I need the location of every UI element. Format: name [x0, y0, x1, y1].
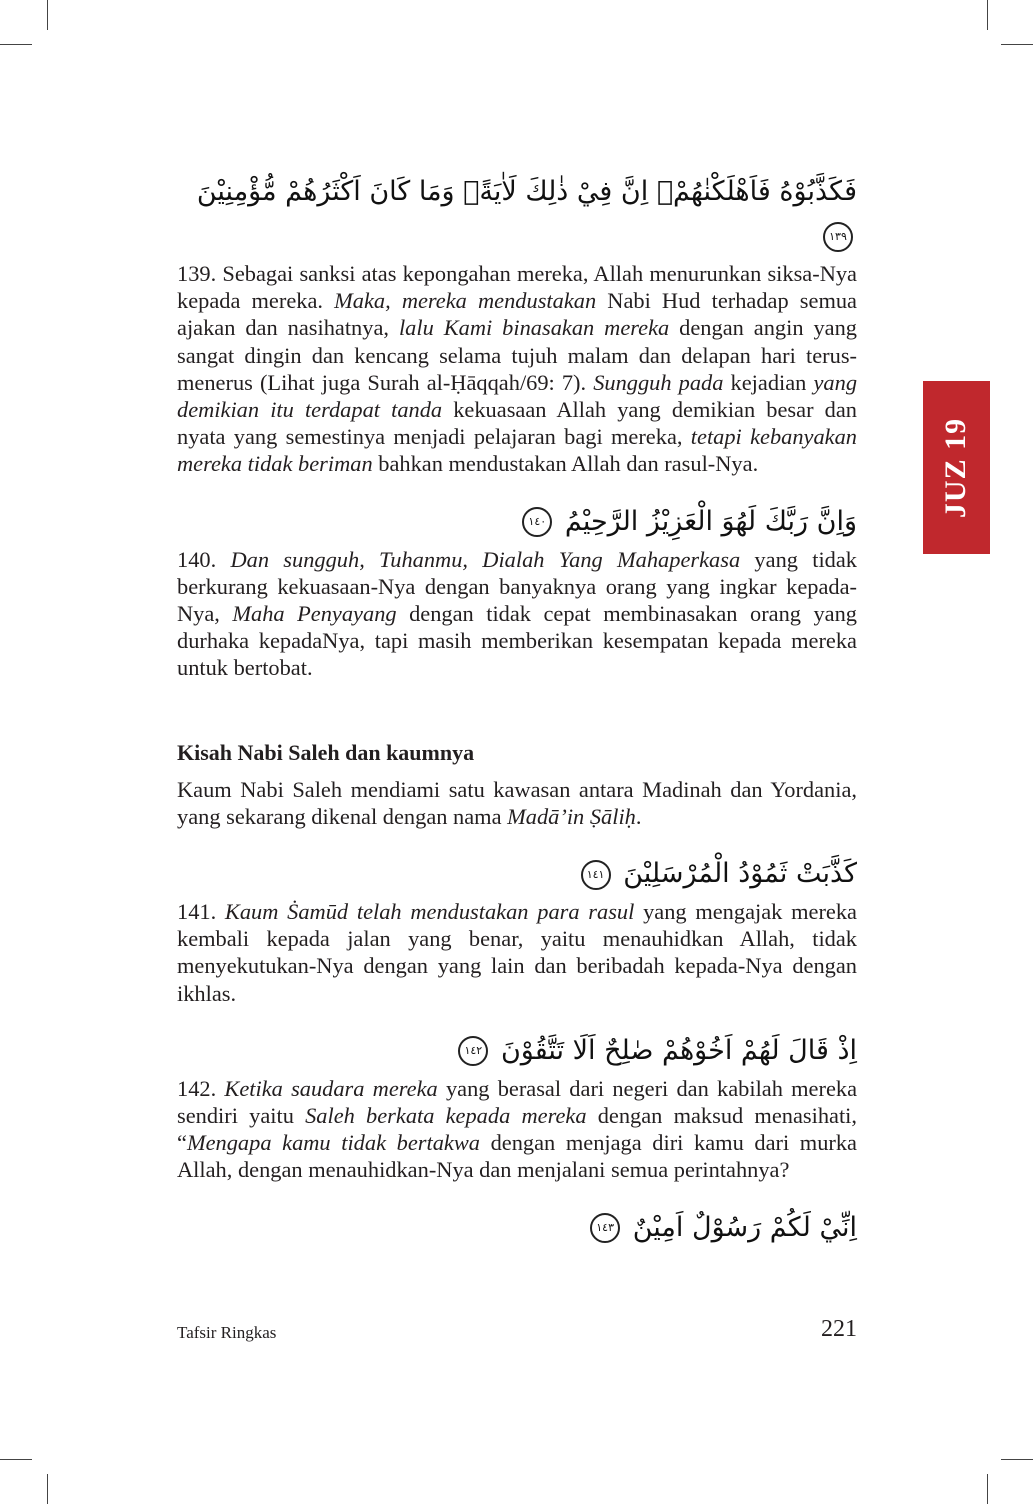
ayah-140 — [177, 500, 857, 544]
text-span: dengan menjaga diri kamu dari murka Allah, dengan menauhidkan-Nya dan menjalani semua perintahnya? — [177, 1130, 857, 1183]
italic-span: Saleh berkata kepada mereka — [305, 1103, 587, 1129]
italic-span: Mengapa kamu tidak bertakwa — [186, 1130, 480, 1156]
text-span: kejadian — [723, 369, 814, 395]
text-span: yang berasal dari negeri dan kabilah mereka sendiri yaitu — [177, 1075, 858, 1129]
tafsir-140 — [177, 546, 857, 682]
italic-span: yang demikian itu terdapat tanda — [177, 369, 858, 423]
crop-mark — [987, 1474, 988, 1504]
text-span: Nabi Hud terhadap semua ajakan dan nasihatnya, — [177, 288, 857, 341]
ayah-text: اِنِّيْ لَكُمْ رَسُوْلٌ اَمِيْنٌ — [632, 1211, 857, 1243]
italic-span: Kaum Ṡamūd telah mendustakan para rasul — [224, 899, 635, 925]
tafsir-139 — [177, 260, 857, 478]
ayah-142 — [177, 1029, 857, 1073]
text-span: 140. — [177, 546, 231, 572]
italic-span: Maha Penyayang — [232, 601, 397, 627]
italic-span: Sungguh pada — [593, 369, 724, 395]
italic-span: Dan sungguh, Tuhanmu, Dialah Yang Mahaperkasa — [230, 546, 741, 572]
text-span: yang tidak berkurang kekuasaan-Nya dengan banyaknya orang yang ingkar kepada-Nya, — [177, 546, 857, 627]
italic-span: Ketika saudara mereka — [224, 1075, 438, 1101]
italic-span: lalu Kami binasakan mereka — [398, 315, 670, 341]
crop-mark — [0, 1459, 32, 1460]
page-content — [177, 170, 857, 1252]
italic-span: Madā’in Ṣāliḥ — [507, 803, 636, 829]
tafsir-141 — [177, 898, 857, 1007]
text-span: . — [635, 803, 642, 829]
ayah-number-badge: ١٤١ — [581, 860, 611, 890]
crop-mark — [47, 0, 48, 30]
crop-mark — [987, 0, 988, 30]
ayah-143 — [177, 1206, 857, 1250]
text-span: 139. Sebagai sanksi atas kepongahan mereka, Allah menurunkan siksa-Nya kepada mereka. — [177, 261, 857, 314]
text-span: bahkan mendustakan Allah dan rasul-Nya. — [372, 451, 759, 477]
italic-span: tetapi kebanyakan mereka tidak beriman — [177, 424, 857, 477]
crop-mark — [1001, 44, 1033, 45]
text-span: dengan angin yang sangat dingin dan kencang selama tujuh malam dan delapan hari terus-menerus (Lihat juga Surah al-Ḥāqqah/69: 7). — [177, 315, 857, 395]
text-span: kekuasaan Allah yang demikian besar dan nyata yang semestinya menjadi pelajaran bagi mereka, — [177, 397, 857, 450]
tafsir-142 — [177, 1075, 857, 1184]
ayah-number-badge: ١٤٣ — [590, 1213, 620, 1243]
text-span: 141. — [177, 899, 225, 925]
ayah-text: فَكَذَّبُوْهُ فَاَهْلَكْنٰهُمْۗ اِنَّ فِيْ ذٰلِكَ لَاٰيَةًۗ وَمَا كَانَ اَكْثَرُهُمْ مُّؤْمِنِيْنَ — [196, 176, 857, 207]
text-span: dengan tidak cepat membinasakan orang yang durhaka kepadaNya, tapi masih memberikan kesempatan kepada mereka untuk bertobat. — [177, 601, 857, 681]
crop-mark — [0, 44, 32, 45]
ayah-number-badge: ١٤٠ — [522, 507, 552, 537]
ayah-text: وَاِنَّ رَبَّكَ لَهُوَ الْعَزِيْزُ الرَّحِيْمُ — [564, 505, 857, 537]
text-span: Kaum Nabi Saleh mendiami satu kawasan antara Madinah dan Yordania, yang sekarang dikenal dengan nama — [177, 776, 857, 829]
text-span: dengan maksud menasihati, “ — [177, 1103, 858, 1156]
crop-mark — [1001, 1459, 1033, 1460]
ayah-number-badge: ١٣٩ — [823, 222, 853, 252]
juz-label: JUZ 19 — [939, 417, 973, 518]
ayah-text: اِذْ قَالَ لَهُمْ اَخُوْهُمْ صٰلِحٌ اَلَا تَتَّقُوْنَ — [500, 1034, 857, 1066]
ayah-141 — [177, 852, 857, 896]
page-number: 221 — [821, 1316, 857, 1342]
juz-tab — [923, 381, 990, 554]
text-span: yang mengajak mereka kembali kepada jalan yang benar, yaitu menauhidkan Allah, tidak menyekutukan-Nya dengan yang lain dan beribadah kepada-Nya dengan ikhlas. — [177, 899, 857, 1006]
italic-span: Maka, mereka mendustakan — [334, 288, 597, 314]
ayah-text: كَذَّبَتْ ثَمُوْدُ الْمُرْسَلِيْنَ — [623, 858, 857, 890]
footer-book-title: Tafsir Ringkas — [177, 1323, 277, 1342]
ayah-number-badge: ١٤٢ — [458, 1036, 488, 1066]
text-span: 142. — [177, 1075, 225, 1101]
ayah-139 — [177, 170, 857, 258]
crop-mark — [47, 1474, 48, 1504]
section-heading: Kisah Nabi Saleh dan kaumnya — [177, 739, 475, 765]
section-intro — [177, 776, 857, 830]
